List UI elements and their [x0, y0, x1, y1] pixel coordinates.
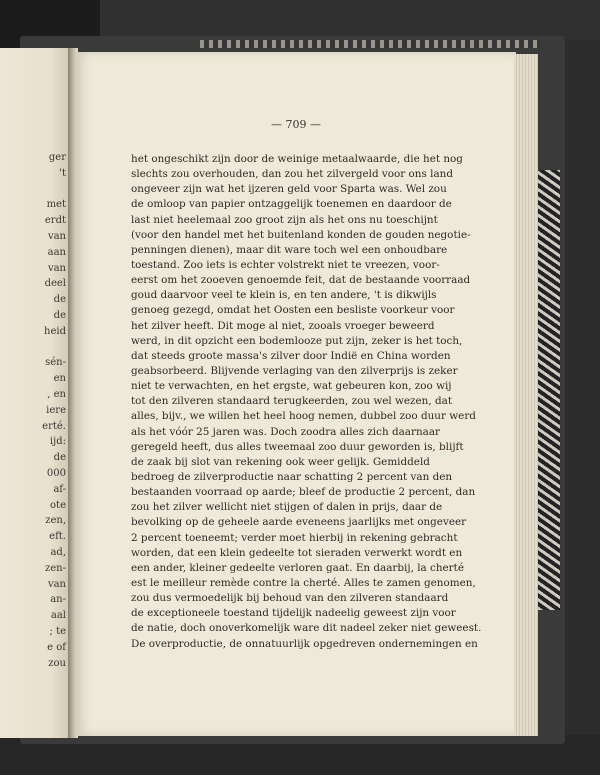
previous-page-line: aal: [50, 610, 66, 622]
previous-page-line: eft.: [49, 531, 66, 543]
page-edges: [514, 54, 538, 736]
previous-page-line: sén-: [45, 357, 66, 369]
previous-page-line: ad,: [50, 546, 66, 558]
previous-page-line: van: [47, 230, 66, 242]
previous-page-line: van: [47, 262, 66, 274]
previous-page-line: ger: [48, 152, 66, 163]
text-line: het zilver heeft. Dit moge al niet, zooals vroeger beweerd: [131, 319, 435, 332]
previous-page-line: zen-: [44, 562, 66, 574]
previous-page-line: [0, 340, 66, 356]
previous-page-line: 000: [46, 467, 66, 479]
text-line: als het vóór 25 jaren was. Doch zoodra alles zich daarnaar: [131, 425, 440, 438]
previous-page-line: iere: [46, 404, 66, 416]
text-line: zou dus vermoedelijk bij behoud van den zilveren standaard: [131, 592, 449, 605]
previous-page-line: de: [53, 294, 66, 306]
previous-page-line: met: [46, 199, 66, 211]
previous-page-line: erdt: [44, 215, 66, 227]
text-line: een ander, kleiner gedeelte verloren gaat. En daarbij, la cherté: [131, 561, 464, 574]
previous-page-text: [0, 150, 66, 671]
page-body-text: [131, 152, 482, 652]
previous-page-line: erté.: [42, 420, 66, 432]
text-line: geabsorbeerd. Blijvende verlaging van den zilverprijs is zeker: [131, 364, 458, 377]
text-line: (voor den handel met het buitenland konden de gouden negotie-: [131, 228, 471, 241]
text-line: tot den zilveren standaard terugkeerden, zou wel wezen, dat: [131, 395, 452, 408]
previous-page-line: e of: [47, 641, 66, 653]
marbled-cover-edge: [538, 170, 560, 610]
previous-page-line: [0, 182, 66, 198]
previous-page-line: an-: [50, 594, 66, 606]
text-line: penningen dienen), maar dit ware toch wel een onhoudbare: [131, 243, 448, 256]
text-line: slechts zou overhouden, dan zou het zilvergeld voor ons land: [131, 168, 453, 181]
text-line: werd, in dit opzicht een bodemlooze put zijn, zeker is het toch,: [131, 334, 463, 347]
previous-page-line: ; te: [49, 625, 66, 637]
previous-page-line: van: [47, 578, 66, 590]
previous-page-line: zou: [48, 657, 66, 669]
previous-page-line: de: [53, 452, 66, 464]
previous-page-line: ijd:: [49, 436, 66, 448]
previous-page-line: ote: [50, 499, 66, 511]
text-line: de natie, doch onoverkomelijk ware dit nadeel zeker niet geweest.: [131, 622, 482, 635]
text-line: niet te verwachten, en het ergste, wat gebeuren kon, zoo wij: [131, 380, 452, 393]
text-line: ongeveer zijn wat het ijzeren geld voor Sparta was. Wel zou: [131, 183, 447, 196]
text-line: het ongeschikt zijn door de weinige metaalwaarde, die het nog: [131, 153, 463, 165]
text-line: bestaanden voorraad op aarde; bleef de productie 2 percent, dan: [131, 486, 476, 499]
text-line: genoeg gezegd, omdat het Oosten een besliste voorkeur voor: [131, 304, 455, 317]
previous-page-line: , en: [47, 388, 66, 400]
text-line: last niet heelemaal zoo groot zijn als het ons nu toeschijnt: [131, 213, 438, 226]
previous-page-line: 't: [59, 167, 66, 179]
text-line: alles, bijv., we willen het heel hoog nemen, dubbel zoo duur werd: [131, 410, 476, 423]
marbled-top-edge: [200, 40, 540, 48]
text-line: eerst om het zooeven genoemde feit, dat de bestaande voorraad: [131, 274, 471, 287]
text-line: de omloop van papier ontzaggelijk toenemen en daardoor de: [131, 198, 452, 211]
text-line: 2 percent toeneemt; verder moet hierbij in rekening gebracht: [131, 531, 458, 544]
text-line: zou het zilver wellicht niet stijgen of dalen in prijs, daar de: [131, 501, 443, 514]
text-line: dat steeds groote massa's zilver door Indië en China worden: [131, 349, 451, 362]
previous-page-line: aan: [47, 246, 66, 258]
previous-page-line: de: [53, 309, 66, 321]
previous-page-line: heid: [44, 325, 66, 337]
text-line: toestand. Zoo iets is echter volstrekt niet te vreezen, voor-: [131, 258, 440, 271]
previous-page-line: zen,: [45, 515, 66, 527]
text-line: de exceptioneele toestand tijdelijk nadeelig geweest zijn voor: [131, 607, 456, 620]
text-line: De overproductie, de onnatuurlijk opgedreven ondernemingen en: [131, 637, 478, 650]
text-line: est le meilleur remède contre la cherté. Alles te zamen genomen,: [131, 576, 476, 589]
text-line: de zaak bij slot van rekening ook weer gelijk. Gemiddeld: [131, 455, 430, 468]
text-line: goud daarvoor veel te klein is, en ten andere, 't is dikwijls: [131, 289, 437, 302]
previous-page-line: deel: [44, 278, 66, 290]
text-line: geregeld heeft, dus alles tweemaal zoo duur geworden is, blijft: [131, 440, 464, 453]
previous-page-line: en: [53, 373, 66, 385]
text-line: bevolking op de geheele aarde eveneens jaarlijks met ongeveer: [131, 516, 467, 529]
previous-page-line: af-: [53, 483, 66, 495]
page-number: — 709 —: [271, 118, 321, 131]
text-line: worden, dat een klein gedeelte tot sieraden verwerkt wordt en: [131, 546, 463, 559]
text-line: bedroeg de zilverproductie naar schatting 2 percent van den: [131, 470, 453, 483]
